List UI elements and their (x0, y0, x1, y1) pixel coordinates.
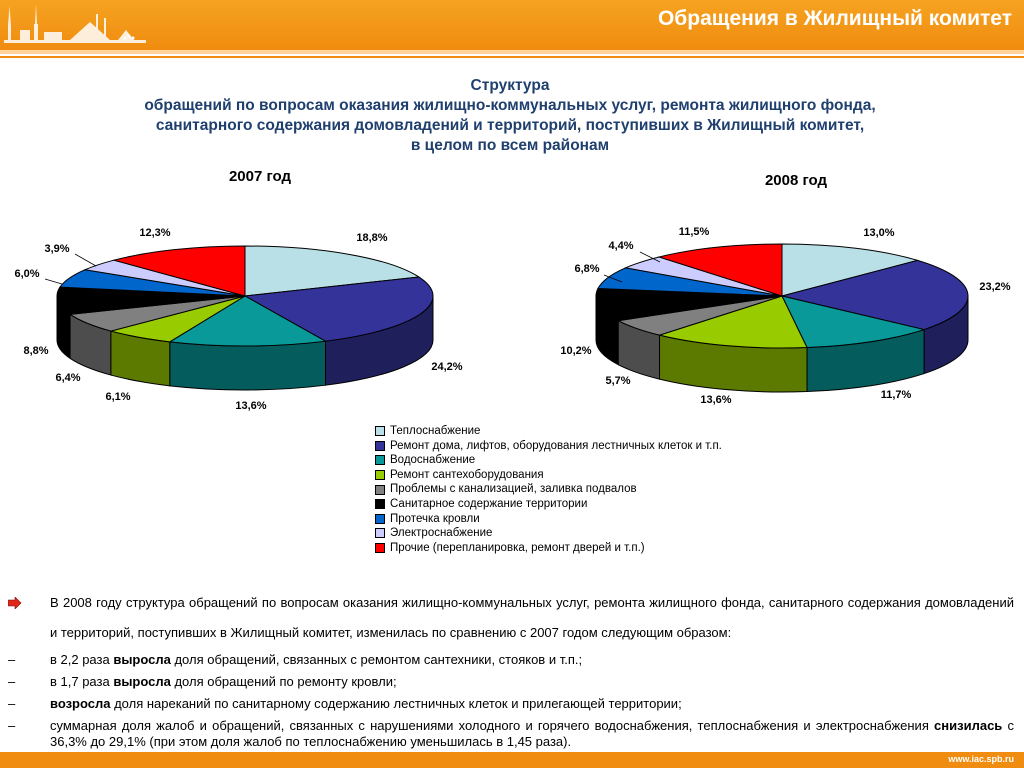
slice-percent-label: 5,7% (605, 375, 631, 387)
summary-item-text: суммарная доля жалоб и обращений, связанных с нарушениями холодного и горячего водоснабжения, теплоснабжения и электроснабжения (50, 718, 935, 733)
dash-bullet: – (8, 674, 16, 689)
legend-label: Теплоснабжение (390, 425, 481, 437)
slice-percent-label: 11,5% (678, 226, 710, 238)
legend-label: Водоснабжение (390, 454, 476, 467)
footer-bar (0, 752, 1024, 768)
chart-year-title: 2007 год (228, 168, 292, 185)
slice-percent-label: 6,4% (55, 372, 81, 384)
legend-label: Проблемы с канализацией, заливка подвалов (390, 483, 637, 496)
label-leader-line (75, 254, 96, 266)
summary-item (8, 718, 1014, 750)
legend-swatch (375, 426, 385, 436)
legend-item (375, 512, 795, 527)
summary-item-emphasis: выросла (113, 652, 171, 667)
legend-item (375, 424, 795, 439)
slice-percent-label: 13,0% (863, 227, 895, 239)
legend-item (375, 526, 795, 541)
legend-swatch (375, 441, 385, 451)
slice-percent-label: 8,8% (23, 345, 49, 357)
legend-swatch (375, 485, 385, 495)
label-leader-line (45, 279, 62, 284)
slice-percent-label: 12,3% (139, 227, 171, 239)
slice-percent-label: 6,1% (105, 391, 131, 403)
legend-label: Ремонт дома, лифтов, оборудования лестничных клеток и т.п. (390, 439, 722, 452)
summary-item (8, 696, 1014, 712)
summary-intro-text: В 2008 году структура обращений по вопросам оказания жилищно-коммунальных услуг, ремонта жилищного фонда, санитарного содержания домовладений и территорий, поступивших в Жилищный комитет, изменилась по сравнению с 2007 годом следующим образом: (50, 595, 1014, 640)
summary-intro (8, 588, 1014, 648)
chart-title-line: Структура (470, 77, 550, 94)
footer-url: www.iac.spb.ru (948, 754, 1014, 764)
dash-bullet: – (8, 718, 16, 733)
legend-swatch (375, 543, 385, 553)
slice-percent-label: 13,6% (700, 394, 732, 406)
slice-percent-label: 4,4% (608, 240, 634, 252)
chart-title-line: в целом по всем районам (410, 137, 610, 154)
summary-item-text: с 36,3% до 29,1% (при этом доля жалоб по теплоснабжению уменьшилась в 1,45 раза). (50, 718, 1014, 749)
slice-percent-label: 10,2% (560, 345, 592, 357)
legend-item (375, 439, 795, 454)
summary-item-text: доля обращений по ремонту кровли; (170, 674, 397, 689)
slice-percent-label: 11,7% (880, 389, 912, 401)
legend-label: Санитарное содержание территории (390, 497, 588, 510)
legend-item (375, 497, 795, 512)
summary-item (8, 652, 1014, 668)
legend-item (375, 482, 795, 497)
legend-label: Прочие (перепланировка, ремонт дверей и т.п.) (390, 541, 645, 554)
legend-label: Протечка кровли (390, 512, 480, 525)
chart-legend (375, 424, 795, 555)
slice-percent-label: 18,8% (356, 232, 388, 244)
legend-label: Ремонт сантехоборудования (390, 468, 544, 481)
slice-percent-label: 24,2% (431, 361, 463, 373)
pie-slice-side (170, 341, 326, 390)
legend-swatch (375, 470, 385, 480)
legend-item (375, 468, 795, 483)
summary-item (8, 674, 1014, 690)
slice-percent-label: 3,9% (44, 243, 70, 255)
slice-percent-label: 13,6% (235, 400, 267, 412)
summary-text (8, 588, 1014, 750)
slice-percent-label: 23,2% (979, 281, 1011, 293)
header-title: Обращения в Жилищный комитет (657, 7, 1012, 30)
dash-bullet: – (8, 652, 16, 667)
arrow-bullet-icon (8, 588, 50, 648)
dash-bullet: – (8, 696, 16, 711)
summary-item-text: в 2,2 раза (50, 652, 114, 667)
chart-title-line: санитарного содержания домовладений и территорий, поступивших в Жилищный комитет, (155, 117, 865, 134)
legend-swatch (375, 455, 385, 465)
slice-percent-label: 6,8% (574, 263, 600, 275)
legend-item (375, 541, 795, 556)
summary-item-emphasis: снизилась (934, 718, 1003, 733)
pie-chart-1 (560, 172, 1010, 406)
chart-year-title: 2008 год (764, 172, 828, 189)
legend-label: Электроснабжение (390, 527, 493, 540)
legend-swatch (375, 514, 385, 524)
chart-title-line: обращений по вопросам оказания жилищно-коммунальных услуг, ремонта жилищного фонда, (144, 97, 876, 114)
summary-item-text: доля нареканий по санитарному содержанию лестничных клеток и прилегающей территории; (110, 696, 682, 711)
pie-chart-0 (14, 168, 462, 412)
summary-item-emphasis: возросла (50, 696, 111, 711)
summary-item-text: доля обращений, связанных с ремонтом сантехники, стояков и т.п.; (170, 652, 583, 667)
legend-swatch (375, 499, 385, 509)
legend-item (375, 453, 795, 468)
summary-item-emphasis: выросла (113, 674, 171, 689)
slice-percent-label: 6,0% (14, 268, 40, 280)
summary-item-text: в 1,7 раза (50, 674, 114, 689)
legend-swatch (375, 528, 385, 538)
